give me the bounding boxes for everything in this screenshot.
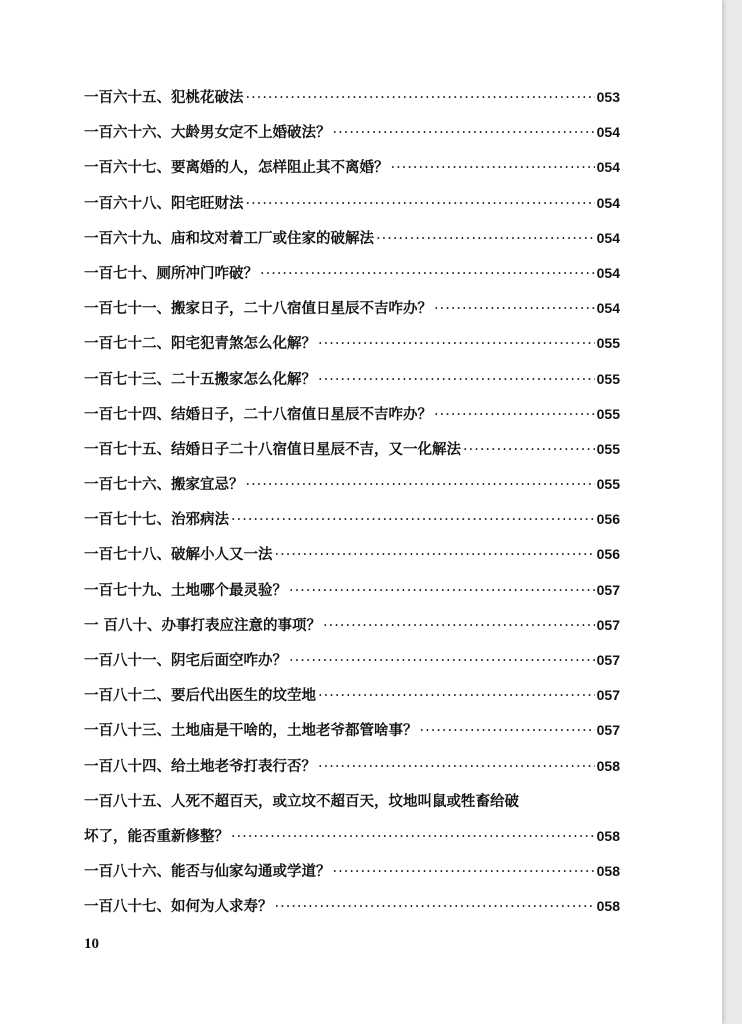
toc-entry-title: 一百八十二、要后代出医生的坟茔地 (84, 687, 316, 705)
toc-entry (84, 291, 620, 326)
toc-entry-page: 054 (596, 159, 620, 176)
dot-leader (376, 222, 595, 257)
dot-leader (231, 820, 595, 855)
toc-entry (84, 115, 620, 150)
toc-entry (84, 608, 620, 643)
toc-entry-page: 058 (596, 757, 620, 774)
toc-entry (84, 150, 620, 185)
toc-entry-page: 055 (596, 405, 620, 422)
toc-entry (84, 573, 620, 608)
toc-entry-page: 054 (596, 264, 620, 281)
toc-entry-page: 057 (596, 581, 620, 598)
toc-entry-title: 一百七十一、搬家日子，二十八宿值日星辰不吉咋办？ (84, 300, 432, 318)
toc-entry-title: 一百八十六、能否与仙家勾通或学道？ (84, 863, 331, 881)
toc-entry-title: 一百七十八、破解小人又一法 (84, 546, 273, 564)
dot-leader (318, 679, 595, 714)
toc-entry-page: 054 (596, 300, 620, 317)
toc-entry-title: 一百七十、厕所冲门咋破？ (84, 264, 258, 282)
dot-leader (318, 363, 595, 398)
dot-leader (275, 890, 595, 925)
toc-entry-page: 054 (596, 124, 620, 141)
toc-entry (84, 678, 620, 713)
dot-leader (318, 750, 595, 785)
toc-entry-first-line (84, 784, 620, 819)
toc-entry-page: 057 (596, 616, 620, 633)
toc-entry-continuation (84, 819, 620, 854)
dot-leader (463, 433, 595, 468)
toc-entry-title: 一百六十五、犯桃花破法 (84, 89, 244, 106)
dot-leader (260, 257, 595, 292)
toc-entry-page: 055 (596, 440, 620, 457)
dot-leader (275, 538, 595, 573)
dot-leader (289, 644, 595, 679)
toc-entry (84, 397, 620, 432)
dot-leader (289, 574, 595, 609)
toc-entry-title: 一百八十四、给土地老爷打表行否？ (84, 757, 316, 775)
dot-leader (420, 714, 595, 749)
toc-entry (84, 221, 620, 256)
dot-leader (318, 327, 595, 362)
toc-entry-title: 一百七十六、搬家宜忌？ (84, 476, 244, 494)
dot-leader (333, 116, 595, 151)
toc-entry-page: 058 (596, 827, 620, 844)
toc-entry-title: 一百八十五、人死不超百天，或立坟不超百天，坟地叫鼠或牲畜给破 (84, 792, 519, 810)
toc-entry-title: 一百七十三、二十五搬家怎么化解？ (84, 370, 316, 388)
toc-entry-page: 056 (596, 511, 620, 528)
toc-entry-page: 057 (596, 687, 620, 704)
toc-entry (84, 537, 620, 572)
toc-entry-title: 一百七十四、结婚日子，二十八宿值日星辰不吉咋办？ (84, 405, 432, 423)
toc-entry-title: 坏了，能否重新修整？ (84, 827, 229, 845)
dot-leader (434, 292, 595, 327)
toc-entry (84, 713, 620, 748)
toc-entry (84, 467, 620, 502)
toc-entry (84, 432, 620, 467)
dot-leader (434, 398, 595, 433)
dot-leader (333, 855, 595, 890)
toc-entry-page: 054 (596, 194, 620, 211)
dot-leader (231, 503, 595, 538)
toc-entry-page: 054 (596, 229, 620, 246)
toc-entry-title: 一百七十九、土地哪个最灵验？ (84, 581, 287, 599)
toc-entry (84, 326, 620, 361)
toc-entry (84, 643, 620, 678)
toc-entry-page: 056 (596, 546, 620, 563)
dot-leader (246, 187, 595, 222)
toc-entry-title: 一百七十二、阳宅犯青煞怎么化解？ (84, 335, 316, 353)
toc-entry-title: 一百六十六、大龄男女定不上婚破法？ (84, 124, 331, 142)
toc-entry (84, 362, 620, 397)
page-number: 10 (84, 936, 99, 952)
dot-leader (391, 151, 595, 186)
toc-entry-title: 一百六十七、要离婚的人，怎样阻止其不离婚？ (84, 159, 389, 177)
toc-entry-title: 一百八十三、土地庙是干啥的，土地老爷都管啥事？ (84, 722, 418, 740)
toc-entry-title: 一百八十七、如何为人求寿？ (84, 898, 273, 916)
toc-entry-title: 一百七十五、结婚日子二十八宿值日星辰不吉，又一化解法 (84, 440, 461, 458)
toc-entry-page: 058 (596, 898, 620, 915)
table-of-contents (84, 80, 620, 925)
dot-leader (246, 468, 595, 503)
toc-entry (84, 889, 620, 924)
toc-entry-page: 057 (596, 722, 620, 739)
toc-entry (84, 80, 620, 115)
toc-entry-page: 058 (596, 863, 620, 880)
toc-entry-page: 055 (596, 370, 620, 387)
toc-entry-page: 057 (596, 652, 620, 668)
dot-leader (323, 609, 595, 644)
toc-entry-page: 055 (596, 476, 620, 493)
toc-entry (84, 502, 620, 537)
toc-entry-page: 055 (596, 335, 620, 352)
toc-entry-page: 053 (596, 89, 620, 105)
toc-entry (84, 186, 620, 221)
toc-entry (84, 854, 620, 889)
toc-entry (84, 256, 620, 291)
toc-entry-title: 一 百八十、办事打表应注意的事项？ (84, 616, 322, 634)
toc-entry-title: 一百八十一、阴宅后面空咋办？ (84, 652, 287, 669)
toc-entry-title: 一百六十八、阳宅旺财法 (84, 194, 244, 212)
toc-entry-title: 一百七十七、治邪病法 (84, 511, 229, 529)
dot-leader (246, 81, 595, 116)
toc-entry-title: 一百六十九、庙和坟对着工厂或住家的破解法 (84, 229, 374, 247)
toc-entry (84, 749, 620, 784)
